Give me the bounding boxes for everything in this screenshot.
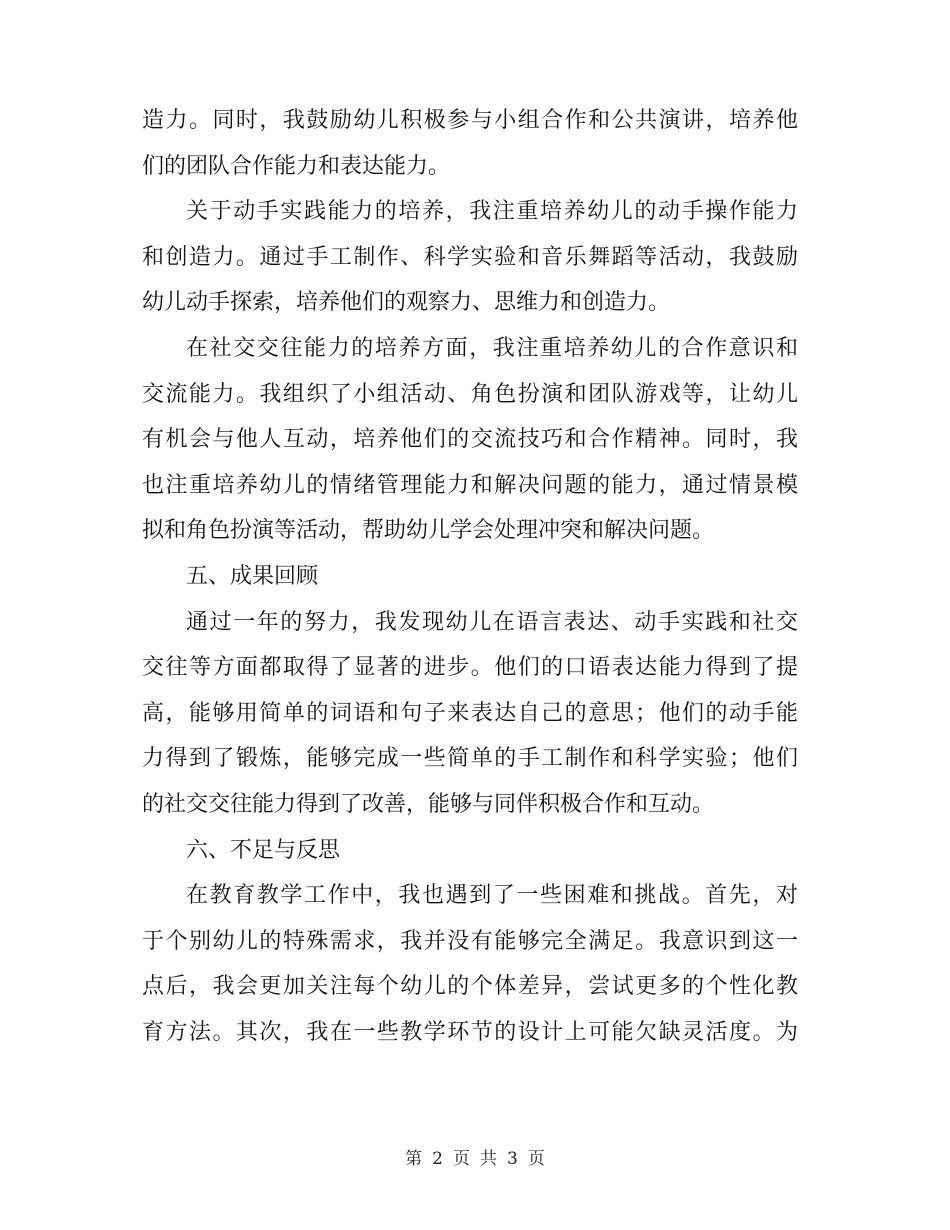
text-line: 的社交交往能力得到了改善，能够与同伴积极合作和互动。 [142,791,715,817]
text-line: 于个别幼儿的特殊需求，我并没有能够完全满足。我意识到这一 [142,928,798,954]
text-line: 交往等方面都取得了显著的进步。他们的口语表达能力得到了提 [142,655,798,681]
text-line: 关于动手实践能力的培养，我注重培养幼儿的动手操作能力 [186,199,798,225]
text-line: 在社交交往能力的培养方面，我注重培养幼儿的合作意识和 [186,335,798,361]
footer-word-ye: 页 [453,1149,470,1169]
text-line: 们的团队合作能力和表达能力。 [142,153,451,179]
text-line: 在教育教学工作中，我也遇到了一些困难和挑战。首先，对 [186,883,798,909]
footer-word-ye-end: 页 [527,1149,545,1169]
text-line: 育方法。其次，我在一些教学环节的设计上可能欠缺灵活度。为 [142,1019,798,1045]
text-line: 五、成果回顾 [186,563,319,589]
text-line: 交流能力。我组织了小组活动、角色扮演和团队游戏等，让幼儿 [142,381,798,407]
text-line: 和创造力。通过手工制作、科学实验和音乐舞蹈等活动，我鼓励 [142,244,798,270]
text-line: 有机会与他人互动，培养他们的交流技巧和合作精神。同时，我 [142,427,798,453]
text-line: 拟和角色扮演等活动，帮助幼儿学会处理冲突和解决问题。 [142,518,715,544]
footer-word-gong: 共 [480,1149,497,1169]
text-line: 也注重培养幼儿的情绪管理能力和解决问题的能力，通过情景模 [142,472,798,498]
text-line: 六、不足与反思 [186,837,341,863]
text-line: 通过一年的努力，我发现幼儿在语言表达、动手实践和社交 [186,609,798,635]
text-line: 幼儿动手探索，培养他们的观察力、思维力和创造力。 [142,290,671,316]
footer-total-pages: 3 [507,1149,518,1169]
text-line: 力得到了锻炼，能够完成一些简单的手工制作和科学实验；他们 [142,746,798,772]
footer-current-page: 2 [432,1149,443,1169]
text-line: 造力。同时，我鼓励幼儿积极参与小组合作和公共演讲，培养他 [142,108,798,133]
document-body [142,98,798,1055]
text-line: 高，能够用简单的词语和句子来表达自己的意思；他们的动手能 [142,700,798,726]
footer-word-di: 第 [405,1149,423,1169]
text-line: 点后，我会更加关注每个幼儿的个体差异，尝试更多的个性化教 [142,974,798,1000]
page-footer [0,1147,950,1171]
